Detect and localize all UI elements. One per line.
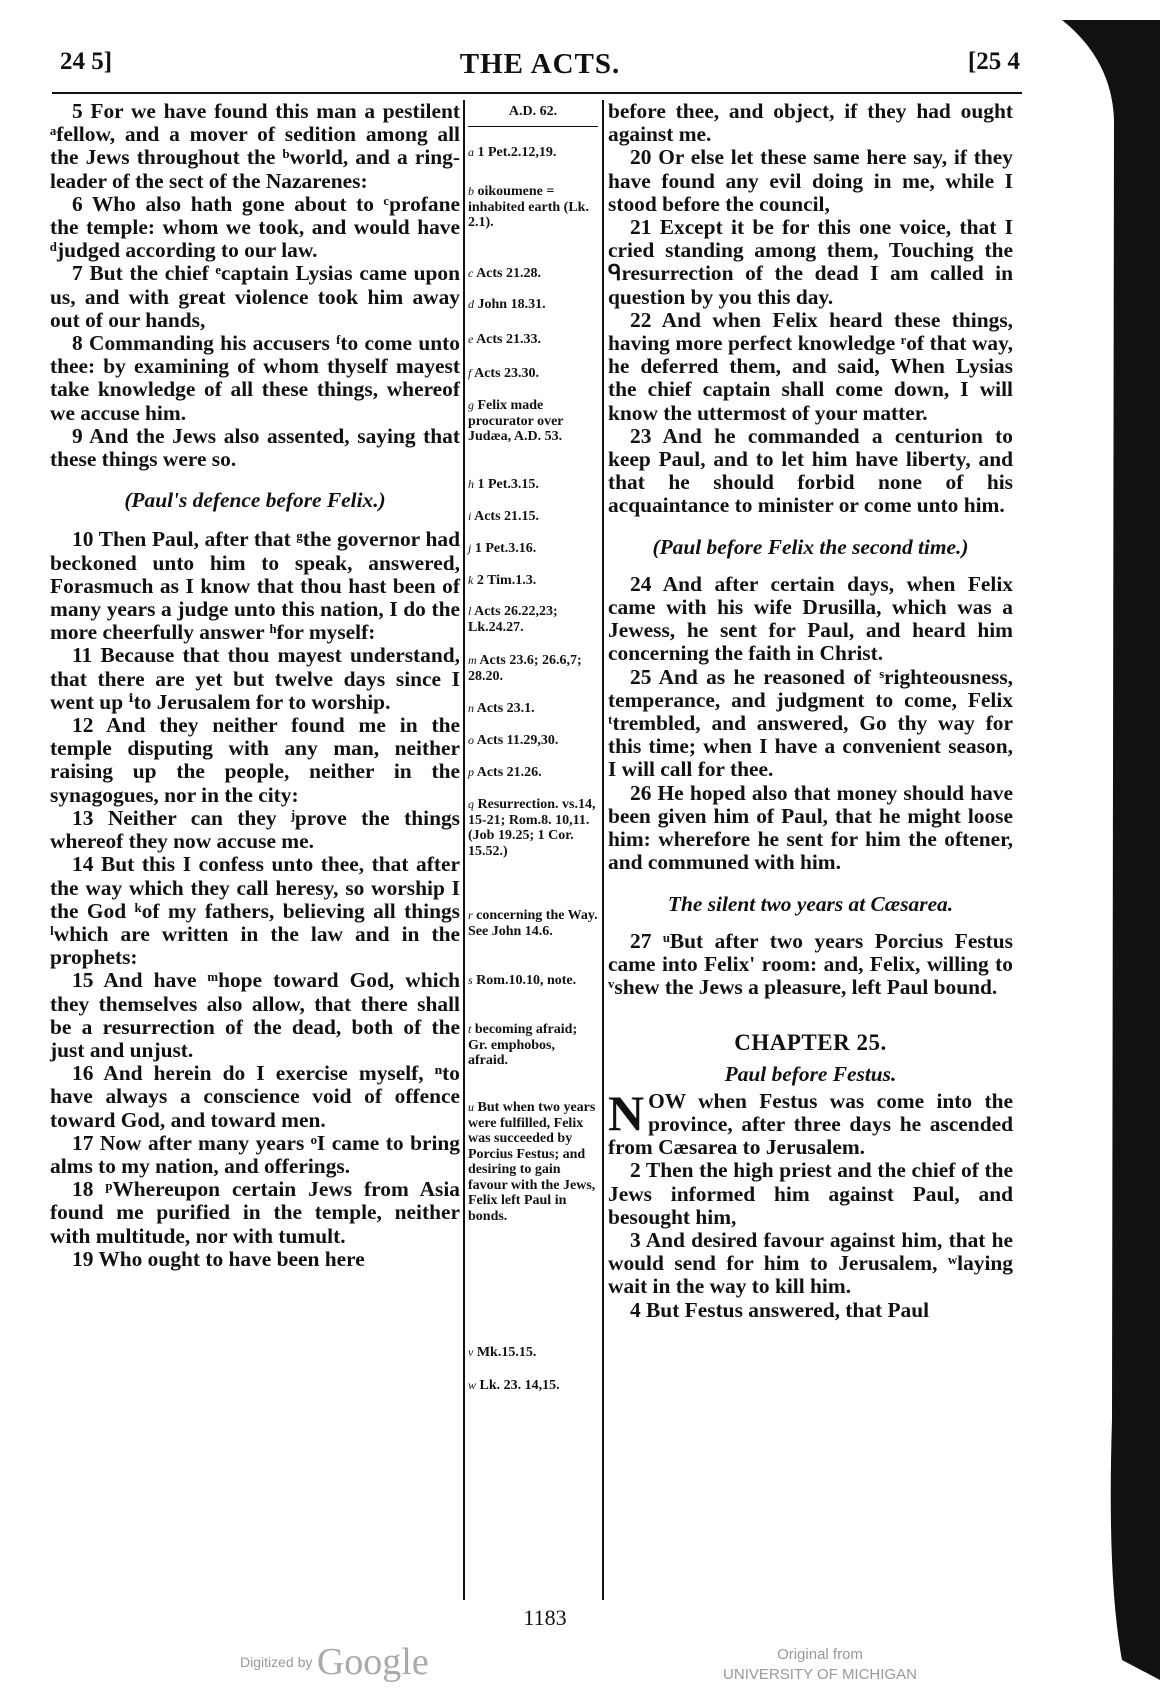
google-logo: Google — [316, 1641, 429, 1683]
section-heading-second-time: (Paul before Felix the second time.) — [652, 534, 969, 559]
margin-references — [468, 100, 598, 1600]
margin-note-f: f Acts 23.30. — [468, 366, 540, 381]
verse-24-16: 16 And herein do I exercise myself, ⁿto have always a conscience void of offence toward God, and toward men. — [50, 1061, 460, 1132]
drop-cap: N — [608, 1084, 645, 1141]
verse-24-13: 13 Neither can they ʲprove the things whereof they now accuse me. — [50, 805, 460, 854]
verse-24-24: 24 And after certain days, when Felix came with his wife Drusilla, which was a Jewess, he sent for Paul, and heard him concerning the faith in Christ. — [608, 571, 1013, 666]
header-left-ref: 24 5] — [60, 48, 113, 75]
column-divider-left — [463, 100, 465, 1600]
page-binding-shadow — [1062, 20, 1160, 1680]
margin-note-u: u But when two years were fulfilled, Felix was succeeded by Porcius Festus; and desiring to gain favour with the Jews, Felix left Paul in bonds. — [468, 1100, 596, 1224]
margin-note-p: p Acts 21.26. — [468, 765, 542, 780]
page-number: 1183 — [523, 1605, 567, 1630]
margin-note-h: h 1 Pet.3.15. — [468, 477, 539, 492]
verse-25-1 — [608, 1084, 1013, 1160]
verse-24-12: 12 And they neither found me in the temple disputing with any man, neither raising up the people, neither in the synagogues, nor in the city: — [50, 713, 460, 807]
chapter-heading: CHAPTER 25. — [734, 1030, 887, 1056]
header-rule — [52, 92, 1022, 94]
verse-24-5: 5 For we have found this man a pestilent ᵃfellow, and a mover of sedition among all the Jews throughout the ᵇworld, and a ring-leader of the sect of the Nazarenes: — [50, 99, 460, 193]
left-column — [50, 100, 460, 1600]
margin-note-k: k 2 Tim.1.3. — [468, 573, 537, 588]
right-column — [608, 100, 1013, 1600]
margin-note-g: g Felix made procurator over Judæa, A.D. 53. — [468, 398, 564, 444]
header-title: THE ACTS. — [459, 48, 621, 80]
margin-note-n: n Acts 23.1. — [468, 701, 535, 716]
verse-24-9: 9 And the Jews also assented, saying that these things were so. — [50, 423, 460, 472]
verse-24-19-continued: before thee, and object, if they had ought against me. — [608, 99, 1013, 147]
verse-24-7: 7 But the chief ᵉcaptain Lysias came upon us, and with great violence took him away out of our hands, — [50, 261, 460, 332]
margin-note-d: d John 18.31. — [468, 297, 546, 312]
verse-24-22: 22 And when Felix heard these things, having more perfect knowledge ʳof that way, he deferred them, and said, When Lysias the chief captain shall come down, I will know the uttermost of your matter. — [608, 307, 1013, 425]
margin-note-w: w Lk. 23. 14,15. — [468, 1378, 560, 1393]
section-heading-festus: Paul before Festus. — [724, 1061, 897, 1086]
verse-24-18: 18 ᵖWhereupon certain Jews from Asia found me purified in the temple, neither with multitude, nor with tumult. — [50, 1177, 460, 1248]
verse-24-6: 6 Who also hath gone about to ᶜprofane the temple: whom we took, and would have ᵈjudged according to our law. — [50, 191, 460, 263]
verse-25-4: 4 But Festus answered, that Paul — [630, 1297, 930, 1322]
margin-note-t: t becoming afraid; Gr. emphobos, afraid. — [468, 1022, 578, 1068]
verse-24-17: 17 Now after many years ᵒI came to bring alms to my nation, and offerings. — [50, 1130, 460, 1178]
margin-note-c: c Acts 21.28. — [468, 266, 541, 281]
verse-24-25: 25 And as he reasoned of ˢrighteousness, temperance, and judgment to come, Felix ᵗtrembled, and answered, Go thy way for this time; when I have a convenient season, I will call for thee. — [608, 664, 1013, 782]
original-line-1: Original from — [777, 1646, 863, 1663]
verse-24-15: 15 And have ᵐhope toward God, which they themselves also allow, that there shall be a resurrection of the dead, both of the just and unjust. — [50, 968, 460, 1062]
margin-note-q: q Resurrection. vs.14, 15-21; Rom.8. 10,11. (Job 19.25; 1 Cor. 15.52.) — [468, 797, 596, 859]
margin-note-v: v Mk.15.15. — [468, 1345, 537, 1360]
column-divider-right — [602, 100, 604, 1600]
verse-24-14: 14 But this I confess unto thee, that after the way which they call heresy, so worship I the God ᵏof my fathers, believing all things ˡwhich are written in the law and in the prophets: — [50, 852, 460, 970]
verse-24-26: 26 He hoped also that money should have been given him of Paul, that he might loose him: wherefore he sent for him the oftener, and communed with him. — [608, 780, 1013, 875]
verse-24-11: 11 Because that thou mayest understand, that there are yet but twelve days since I went up ⁱto Jerusalem for to worship. — [50, 643, 460, 714]
verse-25-1-text: OW when Festus was come into the province, after three days he ascended from Cæsarea to Jerusalem. — [608, 1088, 1013, 1160]
verse-24-23: 23 And he commanded a centurion to keep Paul, and to let him have liberty, and that he should forbid none of his acquaintance to minister or come unto him. — [608, 423, 1013, 518]
header-right-ref: [25 4 — [967, 48, 1020, 75]
margin-note-j: j 1 Pet.3.16. — [468, 541, 537, 556]
original-line-2: UNIVERSITY OF MICHIGAN — [723, 1666, 917, 1683]
verse-25-2: 2 Then the high priest and the chief of the Jews informed him against Paul, and besought him, — [608, 1158, 1013, 1229]
section-heading-defence: (Paul's defence before Felix.) — [124, 488, 386, 513]
margin-note-i: i Acts 21.15. — [468, 509, 540, 524]
verse-24-19: 19 Who ought to have been here — [72, 1246, 365, 1271]
section-heading-silent-years: The silent two years at Cæsarea. — [667, 891, 954, 916]
running-header — [60, 48, 1020, 88]
margin-note-m: m Acts 23.6; 26.6,7; 28.20. — [468, 653, 582, 684]
margin-note-s: s Rom.10.10, note. — [468, 973, 577, 988]
margin-note-o: o Acts 11.29,30. — [468, 733, 559, 748]
verse-24-21: 21 Except it be for this one voice, that I cried standing among them, Touching the ᑫresurrection of the dead I am called in question by you this day. — [608, 215, 1013, 309]
verse-24-8: 8 Commanding his accusers ᶠto come unto thee: by examining of whom thyself mayest take knowledge of all these things, whereof we accuse him. — [50, 331, 460, 425]
verse-24-27: 27 ᵘBut after two years Porcius Festus came into Felix' room: and, Felix, willing to ᵛshew the Jews a pleasure, left Paul bound. — [608, 928, 1013, 1000]
margin-note-l: l Acts 26.22,23; Lk.24.27. — [468, 604, 558, 635]
digitized-by-google — [240, 1640, 429, 1684]
original-source — [700, 1645, 940, 1685]
verse-25-3: 3 And desired favour against him, that he would send for him to Jerusalem, ʷlaying wait in the way to kill him. — [608, 1227, 1013, 1299]
margin-note-b: b oikoumene = inhabited earth (Lk. 2.1). — [468, 184, 589, 230]
digitized-label: Digitized by — [240, 1654, 313, 1670]
margin-note-a: a 1 Pet.2.12,19. — [468, 145, 557, 160]
verse-24-10: 10 Then Paul, after that ᵍthe governor had beckoned unto him to speak, answered, Forasmuch as I know that thou hast been of many years a judge unto this nation, I do the more cheerfully answer ʰfor myself: — [50, 527, 460, 645]
margin-date: A.D. 62. — [468, 104, 598, 127]
margin-note-r: r concerning the Way. See John 14.6. — [468, 908, 598, 939]
margin-note-e: e Acts 21.33. — [468, 332, 541, 347]
verse-24-20: 20 Or else let these same here say, if they have found any evil doing in me, while I stood before the council, — [608, 145, 1013, 216]
